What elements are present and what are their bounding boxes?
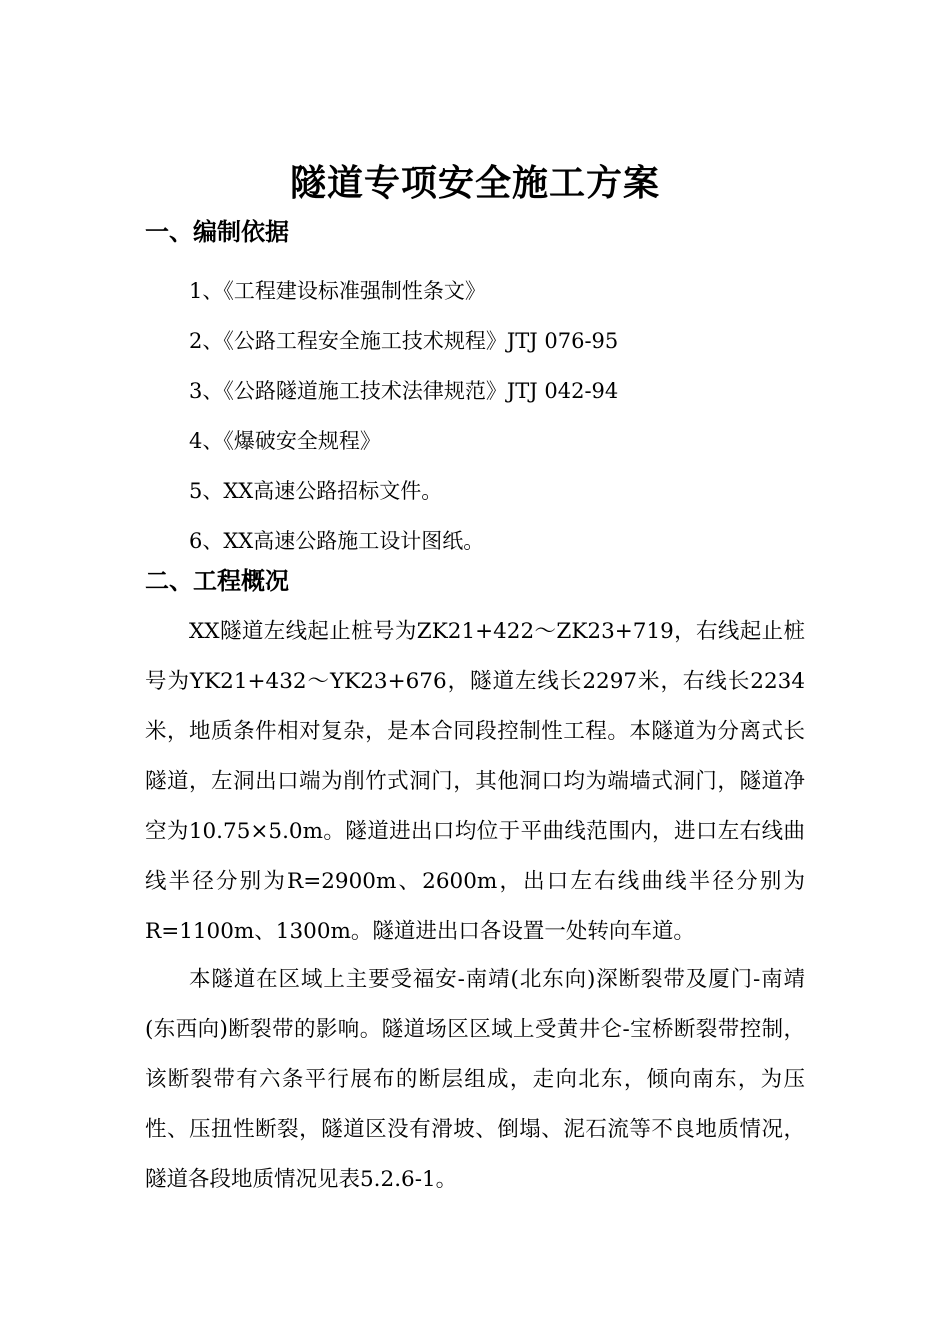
reference-item: 2、《公路工程安全施工技术规程》JTJ 076-95 [189,329,619,353]
reference-item: 4、《爆破安全规程》 [189,429,381,453]
overview-paragraph-1: XX隧道左线起止桩号为ZK21+422～ZK23+719，右线起止桩号为YK21+432～YK23+676，隧道左线长2297米，右线长2234米，地质条件相对复杂，是本合同段控制性工程。本隧道为分离式长隧道，左洞出口端为削竹式洞门，其他洞口均为端墙式洞门，隧道净空为10.75×5.0m。隧道进出口均位于平曲线范围内，进口左右线曲线半径分别为R=2900m、2600m，出口左右线曲线半径分别为R=1100m、1300m。隧道进出口各设置一处转向车道。 [145,619,805,944]
reference-item: 6、XX高速公路施工设计图纸。 [189,529,485,553]
reference-item: 5、XX高速公路招标文件。 [189,479,443,503]
reference-item: 1、《工程建设标准强制性条文》 [189,279,486,303]
section-heading-basis: 一、编制依据 [145,218,289,246]
reference-list [189,266,618,566]
document-title: 隧道专项安全施工方案 [289,162,660,204]
section-heading-overview: 二、工程概况 [145,567,289,595]
overview-paragraph-2: 本隧道在区域上主要受福安-南靖(北东向)深断裂带及厦门-南靖(东西向)断裂带的影响。隧道场区区域上受黄井仑-宝桥断裂带控制，该断裂带有六条平行展布的断层组成，走向北东，倾向南东，为压性、压扭性断裂，隧道区没有滑坡、倒塌、泥石流等不良地质情况，隧道各段地质情况见表5.2.6-1。 [145,967,805,1192]
reference-item: 3、《公路隧道施工技术法律规范》JTJ 042-94 [189,379,619,403]
